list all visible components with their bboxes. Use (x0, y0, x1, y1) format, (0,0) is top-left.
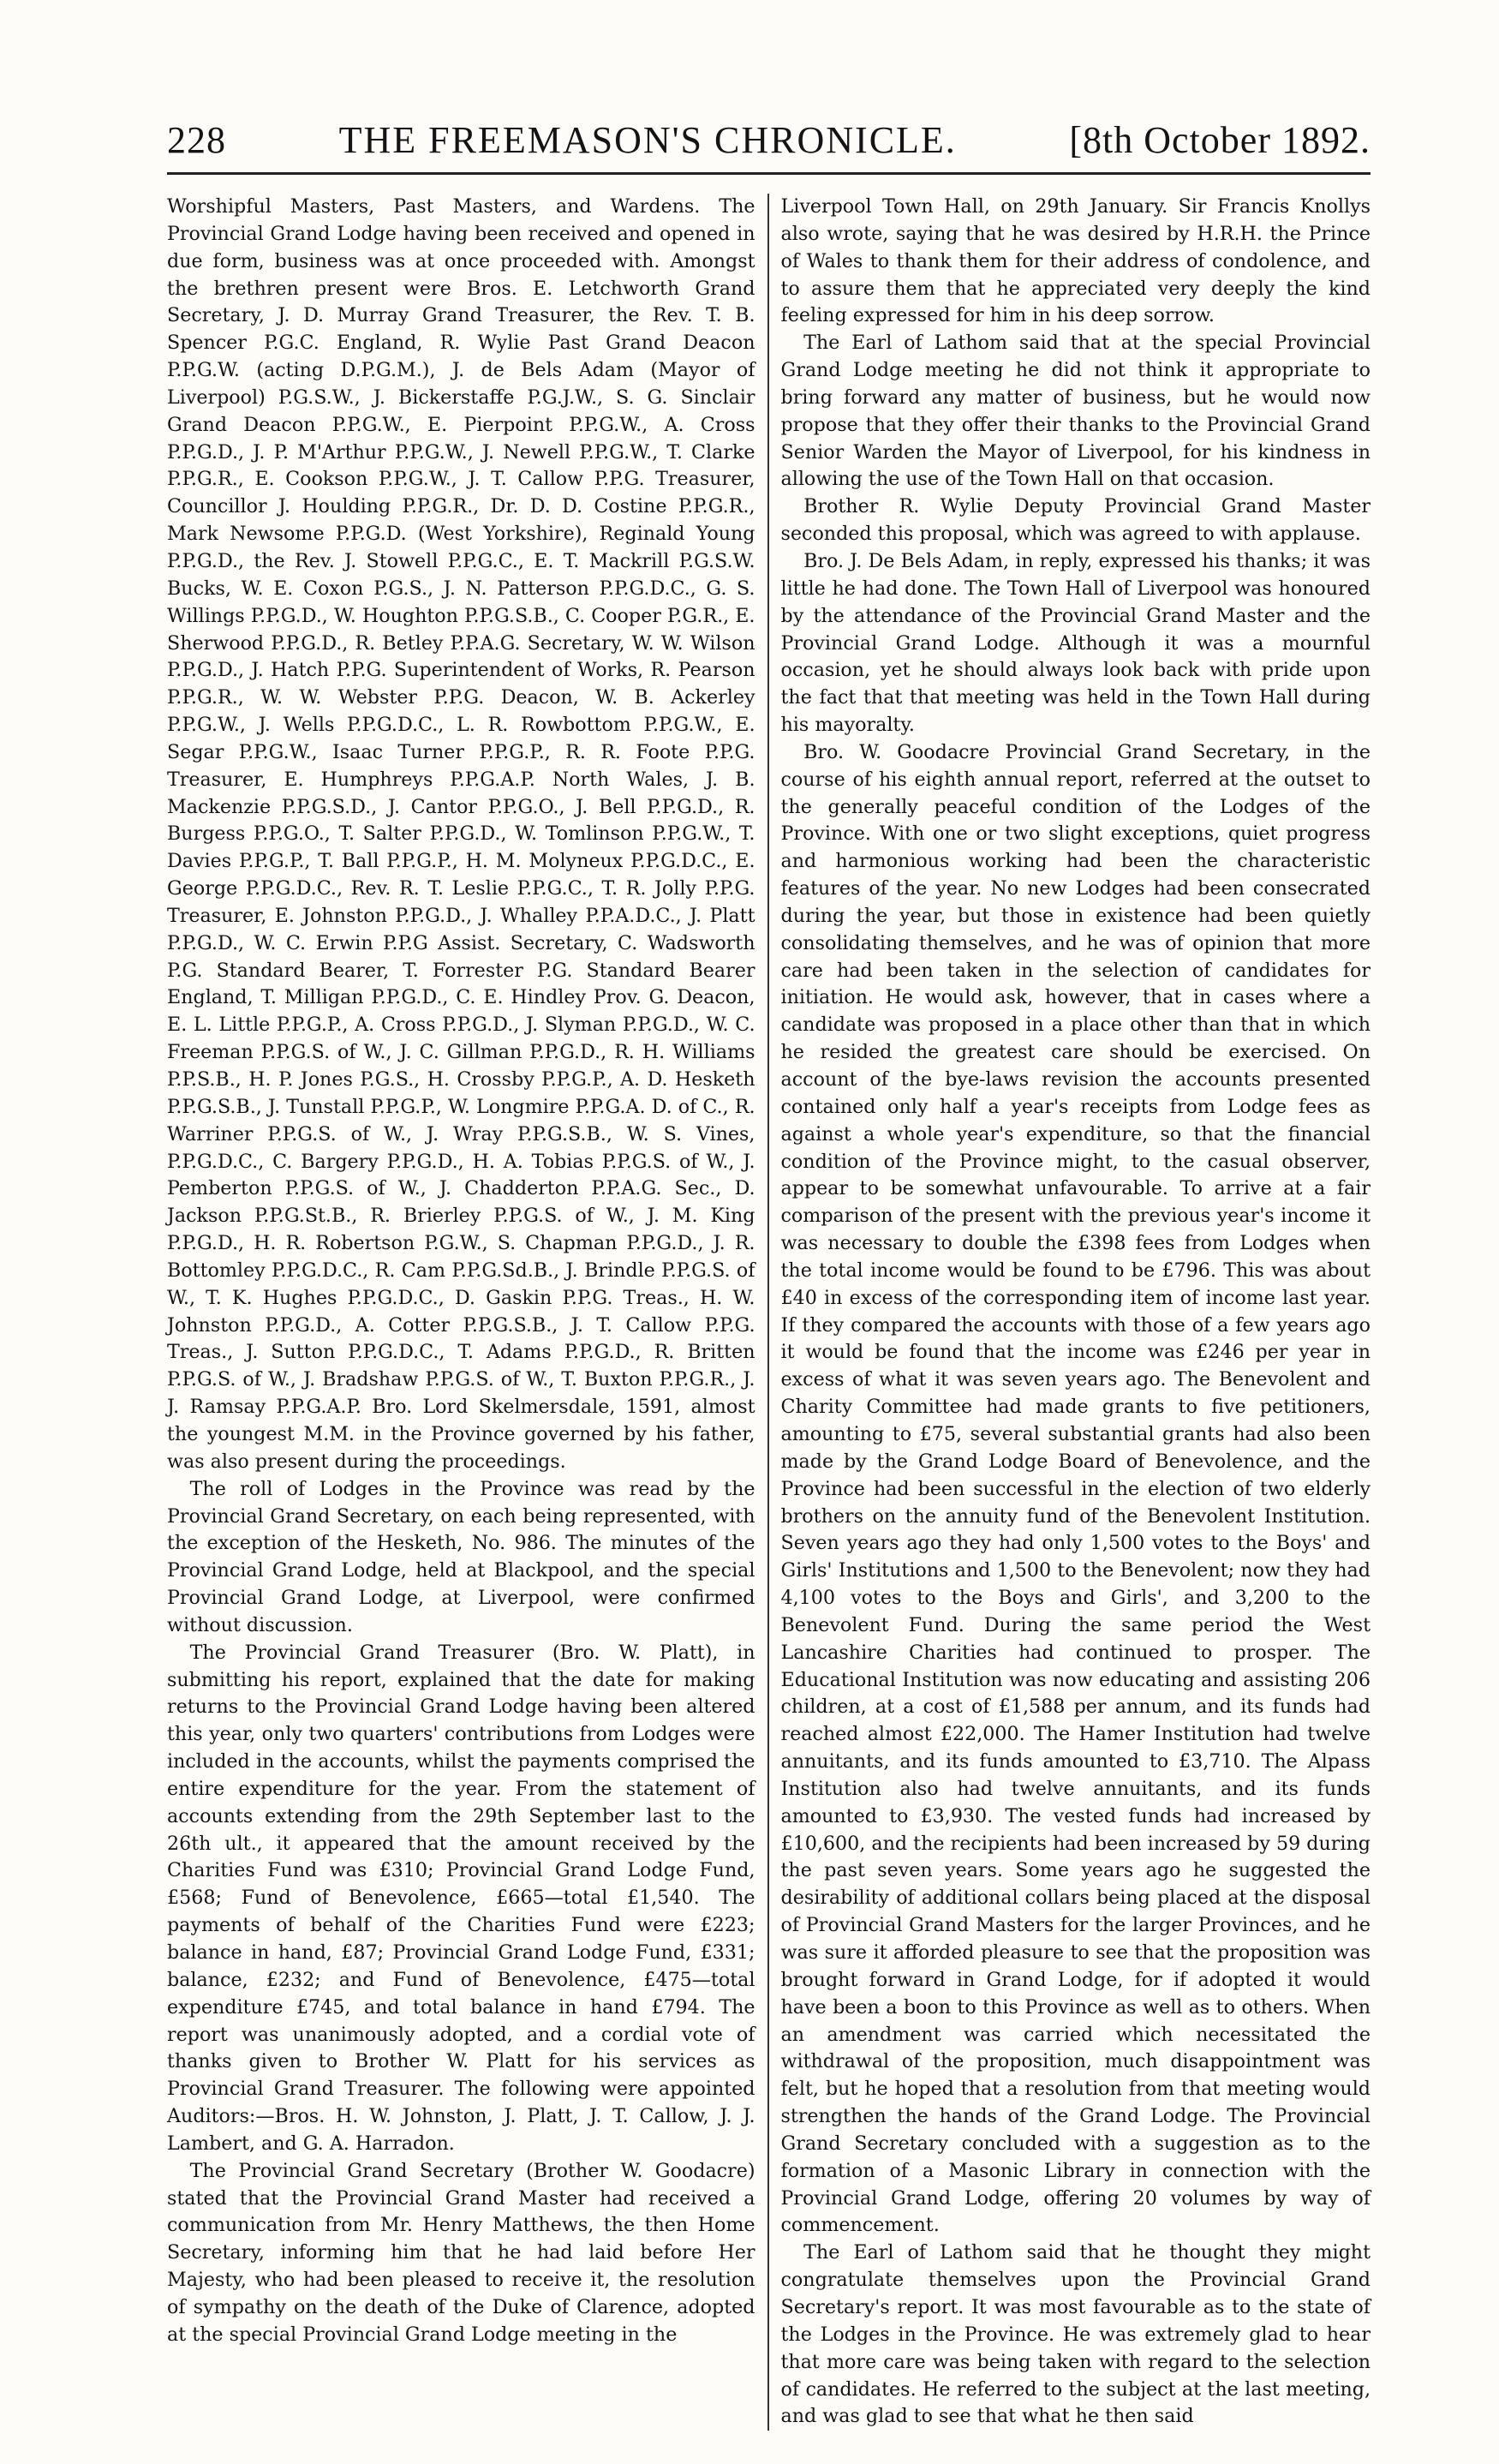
right-column (769, 194, 1371, 2431)
page-header (167, 118, 1371, 175)
paragraph: Worshipful Masters, Past Masters, and Wardens. The Provincial Grand Lodge having been received and opened in due form, business was at once proceeded with. Amongst the brethren present were Bros. E. Letchworth Grand Secretary, J. D. Murray Grand Treasurer, the Rev. T. B. Spencer P.G.C. England, R. Wylie Past Grand Deacon P.P.G.W. (acting D.P.G.M.), J. de Bels Adam (Mayor of Liverpool) P.G.S.W., J. Bickerstaffe P.G.J.W., S. G. Sinclair Grand Deacon P.P.G.W., E. Pierpoint P.P.G.W., A. Cross P.P.G.D., J. P. M'Arthur P.P.G.W., J. Newell P.P.G.W., T. Clarke P.P.G.R., E. Cookson P.P.G.W., J. T. Callow P.P.G. Treasurer, Councillor J. Houlding P.P.G.R., Dr. D. D. Costine P.P.G.R., Mark Newsome P.P.G.D. (West Yorkshire), Reginald Young P.P.G.D., the Rev. J. Stowell P.P.G.C., E. T. Mackrill P.G.S.W. Bucks, W. E. Coxon P.G.S., J. N. Patterson P.P.G.D.C., G. S. Willings P.P.G.D., W. Houghton P.P.G.S.B., C. Cooper P.G.R., E. Sherwood P.P.G.D., R. Betley P.P.A.G. Secretary, W. W. Wilson P.P.G.D., J. Hatch P.P.G. Superintendent of Works, R. Pearson P.P.G.R., W. W. Webster P.P.G. Deacon, W. B. Ackerley P.P.G.W., J. Wells P.P.G.D.C., L. R. Rowbottom P.P.G.W., E. Segar P.P.G.W., Isaac Turner P.P.G.P., R. R. Foote P.P.G. Treasurer, E. Humphreys P.P.G.A.P. North Wales, J. B. Mackenzie P.P.G.S.D., J. Cantor P.P.G.O., J. Bell P.P.G.D., R. Burgess P.P.G.O., T. Salter P.P.G.D., W. Tomlinson P.P.G.W., T. Davies P.P.G.P., T. Ball P.P.G.P., H. M. Molyneux P.P.G.D.C., E. George P.P.G.D.C., Rev. R. T. Leslie P.P.G.C., T. R. Jolly P.P.G. Treasurer, E. Johnston P.P.G.D., J. Whalley P.P.A.D.C., J. Platt P.P.G.D., W. C. Erwin P.P.G Assist. Secretary, C. Wadsworth P.G. Standard Bearer, T. Forrester P.G. Standard Bearer England, T. Milligan P.P.G.D., C. E. Hindley Prov. G. Deacon, E. L. Little P.P.G.P., A. Cross P.P.G.D., J. Slyman P.P.G.D., W. C. Freeman P.P.G.S. of W., J. C. Gillman P.P.G.D., R. H. Williams P.P.S.B., H. P. Jones P.G.S., H. Crossby P.P.G.P., A. D. Hesketh P.P.G.S.B., J. Tunstall P.P.G.P., W. Longmire P.P.G.A. D. of C., R. Warriner P.P.G.S. of W., J. Wray P.P.G.S.B., W. S. Vines, P.P.G.D.C., C. Bargery P.P.G.D., H. A. Tobias P.P.G.S. of W., J. Pemberton P.P.G.S. of W., J. Chadderton P.P.A.G. Sec., D. Jackson P.P.G.St.B., R. Brierley P.P.G.S. of W., J. M. King P.P.G.D., H. R. Robertson P.G.W., S. Chapman P.P.G.D., J. R. Bottomley P.P.G.D.C., R. Cam P.P.G.Sd.B., J. Brindle P.P.G.S. of W., T. K. Hughes P.P.G.D.C., D. Gaskin P.P.G. Treas., H. W. Johnston P.P.G.D., A. Cotter P.P.G.S.B., J. T. Callow P.P.G. Treas., J. Sutton P.P.G.D.C., T. Adams P.P.G.D., R. Britten P.P.G.S. of W., J. Bradshaw P.P.G.S. of W., T. Buxton P.P.G.R., J. J. Ramsay P.P.G.A.P. Bro. Lord Skelmersdale, 1591, almost the youngest M.M. in the Province governed by his father, was also present during the proceedings. (167, 195, 755, 1473)
text-columns (167, 194, 1371, 2431)
page-number: 228 (167, 119, 226, 161)
publication-title: THE FREEMASON'S CHRONICLE. (338, 119, 957, 161)
issue-date: [8th October 1892. (1069, 119, 1371, 161)
paragraph: The Provincial Grand Treasurer (Bro. W. Platt), in submitting his report, explained that the date for making returns to the Provincial Grand Lodge having been altered this year, only two quarters' contributions from Lodges were included in the accounts, whilst the payments comprised the entire expenditure for the year. From the statement of accounts extending from the 29th September last to the 26th ult., it appeared that the amount received by the Charities Fund was £310; Provincial Grand Lodge Fund, £568; Fund of Benevolence, £665—total £1,540. The payments of behalf of the Charities Fund were £223; balance in hand, £87; Provincial Grand Lodge Fund, £331; balance, £232; and Fund of Benevolence, £475—total expenditure £745, and total balance in hand £794. The report was unanimously adopted, and a cordial vote of thanks given to Brother W. Platt for his services as Provincial Grand Treasurer. The following were appointed Auditors:—Bros. H. W. Johnston, J. Platt, J. T. Callow, J. J. Lambert, and G. A. Harradon. (167, 1641, 755, 2155)
left-column (167, 194, 769, 2431)
paragraph: Brother R. Wylie Deputy Provincial Grand Master seconded this proposal, which was agreed to with applause. (780, 495, 1371, 546)
paragraph: Liverpool Town Hall, on 29th January. Sir Francis Knollys also wrote, saying that he was desired by H.R.H. the Prince of Wales to thank them for their address of condolence, and to assure them that he appreciated very deeply the kind feeling expressed for him in his deep sorrow. (780, 195, 1371, 327)
paragraph: Bro. J. De Bels Adam, in reply, expressed his thanks; it was little he had done. The Town Hall of Liverpool was honoured by the attendance of the Provincial Grand Master and the Provincial Grand Lodge. Although it was a mournful occasion, yet he should always look back with pride upon the fact that that meeting was held in the Town Hall during his mayoralty. (780, 549, 1371, 737)
paragraph: The Earl of Lathom said that he thought they might congratulate themselves upon the Provincial Grand Secretary's report. It was most favourable as to the state of the Lodges in the Province. He was extremely glad to hear that more care was being taken with regard to the selection of candidates. He referred to the subject at the last meeting, and was glad to see that what he then said (780, 2241, 1371, 2428)
paragraph: The roll of Lodges in the Province was read by the Provincial Grand Secretary, on each being represented, with the exception of the Hesketh, No. 986. The minutes of the Provincial Grand Lodge, held at Blackpool, and the special Provincial Grand Lodge, at Liverpool, were confirmed without discussion. (167, 1477, 755, 1636)
paragraph: The Provincial Grand Secretary (Brother W. Goodacre) stated that the Provincial Grand Master had received a communication from Mr. Henry Matthews, the then Home Secretary, informing him that he had laid before Her Majesty, who had been pleased to receive it, the resolution of sympathy on the death of the Duke of Clarence, adopted at the special Provincial Grand Lodge meeting in the (167, 2159, 755, 2346)
paragraph: Bro. W. Goodacre Provincial Grand Secretary, in the course of his eighth annual report, referred at the outset to the generally peaceful condition of the Lodges of the Province. With one or two slight exceptions, quiet progress and harmonious working had been the characteristic features of the year. No new Lodges had been consecrated during the year, but those in existence had been quietly consolidating themselves, and he was of opinion that more care had been taken in the selection of candidates for initiation. He would ask, however, that in cases where a candidate was proposed in a place other than that in which he resided the greatest care should be exercised. On account of the bye-laws revision the accounts presented contained only half a year's receipts from Lodge fees as against a whole year's expenditure, so that the financial condition of the Province might, to the casual observer, appear to be somewhat unfavourable. To arrive at a fair comparison of the present with the previous year's income it was necessary to double the £398 fees from Lodges when the total income would be found to be £796. This was about £40 in excess of the corresponding item of income last year. If they compared the accounts with those of a few years ago it would be found that the income was £246 per year in excess of what it was seven years ago. The Benevolent and Charity Committee had made grants to five petitioners, amounting to £75, several substantial grants had also been made by the Grand Lodge Board of Benevolence, and the Province had been successful in the election of two elderly brothers on the annuity fund of the Benevolent Institution. Seven years ago they had only 1,500 votes to the Boys' and Girls' Institutions and 1,500 to the Benevolent; now they had 4,100 votes to the Boys and Girls', and 3,200 to the Benevolent Fund. During the same period the West Lancashire Charities had continued to prosper. The Educational Institution was now educating and assisting 206 children, at a cost of £1,588 per annum, and its funds had reached almost £22,000. The Hamer Institution had twelve annuitants, and its funds amounted to £3,710. The Alpass Institution also had twelve annuitants, and its funds amounted to £3,930. The vested funds had increased by £10,600, and the recipients had been increased by 59 during the past seven years. Some years ago he suggested the desirability of additional collars being placed at the disposal of Provincial Grand Masters for the larger Provinces, and he was sure it afforded pleasure to see that the proposition was brought forward in Grand Lodge, for if adopted it would have been a boon to this Province as well as to others. When an amendment was carried which necessitated the withdrawal of the proposition, much disappointment was felt, but he hoped that a resolution from that meeting would strengthen the hands of the Grand Lodge. The Provincial Grand Secretary concluded with a suggestion as to the formation of a Masonic Library in connection with the Provincial Grand Lodge, offering 20 volumes by way of commencement. (780, 740, 1371, 2237)
paragraph: The Earl of Lathom said that at the special Provincial Grand Lodge meeting he did not think it appropriate to bring forward any matter of business, but he would now propose that they offer their thanks to the Provincial Grand Senior Warden the Mayor of Liverpool, for his kindness in allowing the use of the Town Hall on that occasion. (780, 332, 1371, 491)
